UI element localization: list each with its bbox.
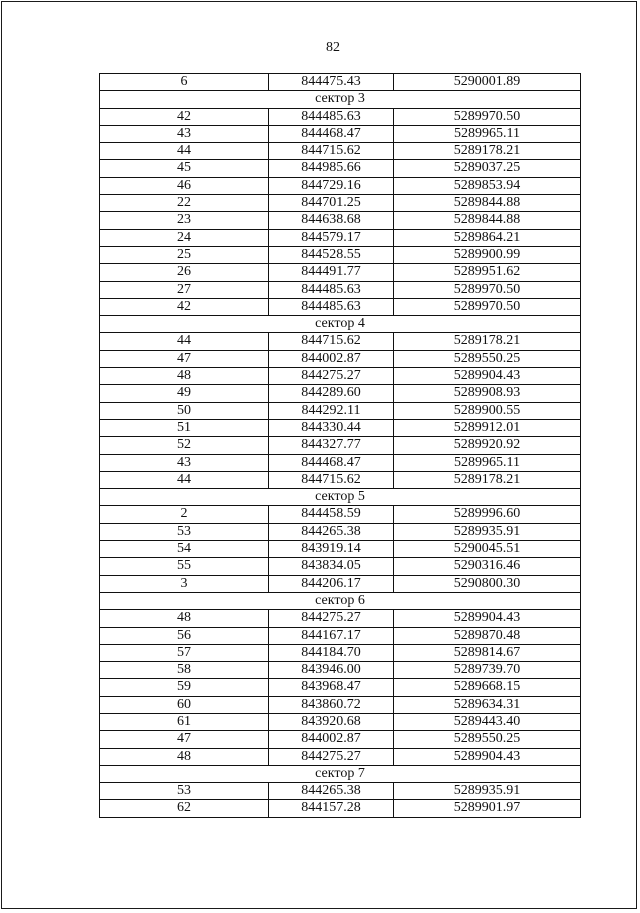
x-coordinate-cell: 844292.11 [269, 403, 394, 419]
x-coordinate-cell: 844701.25 [269, 195, 394, 211]
y-coordinate-cell: 5289853.94 [453, 177, 521, 193]
y-coordinate-cell: 5289935.91 [453, 783, 521, 799]
point-number-cell: 44 [100, 472, 269, 488]
point-number-cell: 6 [100, 74, 269, 90]
y-coordinate-cell: 5289900.55 [453, 402, 521, 418]
x-coordinate-cell: 844729.16 [269, 178, 394, 194]
x-coordinate-cell: 843968.47 [269, 679, 394, 695]
section-label: сектор 5 [315, 489, 365, 505]
point-number-cell: 42 [100, 299, 269, 315]
point-number-cell: 48 [100, 749, 269, 765]
table-row [100, 403, 580, 420]
table-row [100, 628, 580, 645]
y-coordinate-cell: 5289870.48 [453, 627, 521, 643]
table-row [100, 299, 580, 316]
point-number-cell: 55 [100, 558, 269, 574]
point-number-cell: 43 [100, 455, 269, 471]
table-row [100, 455, 580, 472]
point-number-cell: 47 [100, 731, 269, 747]
y-coordinate-cell: 5290316.46 [453, 558, 521, 574]
point-number-cell: 48 [100, 368, 269, 384]
x-coordinate-cell: 844157.28 [269, 800, 394, 816]
table-row [100, 697, 580, 714]
point-number-cell: 52 [100, 437, 269, 453]
table-row [100, 437, 580, 454]
table-row [100, 351, 580, 368]
point-number-cell: 27 [100, 282, 269, 298]
point-number-cell: 46 [100, 178, 269, 194]
y-coordinate-cell: 5289904.43 [453, 368, 521, 384]
x-coordinate-cell: 844275.27 [269, 749, 394, 765]
y-coordinate-cell: 5290001.89 [453, 74, 521, 89]
x-coordinate-cell: 844579.17 [269, 230, 394, 246]
point-number-cell: 2 [100, 506, 269, 522]
table-row [100, 506, 580, 523]
point-number-cell: 44 [100, 143, 269, 159]
y-coordinate-cell: 5289814.67 [453, 644, 521, 660]
x-coordinate-cell: 844485.63 [269, 109, 394, 125]
y-coordinate-cell: 5289739.70 [453, 662, 521, 678]
y-coordinate-cell: 5289900.99 [453, 246, 521, 262]
table-row [100, 662, 580, 679]
x-coordinate-cell: 843946.00 [269, 662, 394, 678]
table-row [100, 385, 580, 402]
y-coordinate-cell: 5289844.88 [453, 212, 521, 228]
y-coordinate-cell: 5289037.25 [453, 160, 521, 176]
point-number-cell: 22 [100, 195, 269, 211]
y-coordinate-cell: 5289550.25 [453, 350, 521, 366]
point-number-cell: 45 [100, 160, 269, 176]
x-coordinate-cell: 844638.68 [269, 212, 394, 228]
x-coordinate-cell: 844985.66 [269, 160, 394, 176]
x-coordinate-cell: 844002.87 [269, 351, 394, 367]
x-coordinate-cell: 844265.38 [269, 783, 394, 799]
y-coordinate-cell: 5289965.11 [454, 125, 520, 141]
y-coordinate-cell: 5289908.93 [453, 385, 521, 401]
x-coordinate-cell: 844167.17 [269, 628, 394, 644]
point-number-cell: 42 [100, 109, 269, 125]
point-number-cell: 3 [100, 576, 269, 592]
x-coordinate-cell: 844715.62 [269, 143, 394, 159]
x-coordinate-cell: 844184.70 [269, 645, 394, 661]
y-coordinate-cell: 5289951.62 [453, 264, 521, 280]
x-coordinate-cell: 844468.47 [269, 455, 394, 471]
y-coordinate-cell: 5289970.50 [453, 108, 521, 124]
y-coordinate-cell: 5289970.50 [453, 281, 521, 297]
section-label: сектор 6 [315, 592, 365, 608]
y-coordinate-cell: 5289996.60 [453, 506, 521, 522]
table-row [100, 212, 580, 229]
point-number-cell: 62 [100, 800, 269, 816]
table-row [100, 74, 580, 91]
point-number-cell: 47 [100, 351, 269, 367]
y-coordinate-cell: 5289970.50 [453, 298, 521, 314]
table-row [100, 783, 580, 800]
x-coordinate-cell: 844485.63 [269, 299, 394, 315]
table-row [100, 195, 580, 212]
table-row [100, 679, 580, 696]
coordinates-table [99, 73, 581, 818]
section-label: сектор 3 [315, 91, 365, 107]
y-coordinate-cell: 5289844.88 [453, 195, 521, 211]
point-number-cell: 60 [100, 697, 269, 713]
x-coordinate-cell: 844330.44 [269, 420, 394, 436]
y-coordinate-cell: 5289864.21 [453, 229, 521, 245]
point-number-cell: 25 [100, 247, 269, 263]
x-coordinate-cell: 844715.62 [269, 472, 394, 488]
table-row [100, 420, 580, 437]
point-number-cell: 58 [100, 662, 269, 678]
x-coordinate-cell: 844715.62 [269, 333, 394, 349]
section-label: сектор 7 [315, 765, 365, 781]
table-row [100, 610, 580, 627]
y-coordinate-cell: 5289178.21 [453, 143, 521, 159]
point-number-cell: 51 [100, 420, 269, 436]
point-number-cell: 50 [100, 403, 269, 419]
point-number-cell: 24 [100, 230, 269, 246]
table-row [100, 731, 580, 748]
x-coordinate-cell: 844528.55 [269, 247, 394, 263]
page-number: 82 [326, 40, 340, 55]
y-coordinate-cell: 5290045.51 [453, 541, 521, 557]
table-row [100, 178, 580, 195]
y-coordinate-cell: 5289904.43 [453, 610, 521, 626]
y-coordinate-cell: 5289550.25 [453, 731, 521, 747]
y-coordinate-cell: 5289443.40 [453, 713, 521, 729]
point-number-cell: 53 [100, 783, 269, 799]
point-number-cell: 61 [100, 714, 269, 730]
y-coordinate-cell: 5289178.21 [453, 471, 521, 487]
y-coordinate-cell: 5289901.97 [453, 800, 521, 816]
point-number-cell: 56 [100, 628, 269, 644]
y-coordinate-cell: 5289920.92 [453, 437, 521, 453]
y-coordinate-cell: 5289904.43 [453, 748, 521, 764]
x-coordinate-cell: 844275.27 [269, 610, 394, 626]
y-coordinate-cell: 5289965.11 [454, 454, 520, 470]
table-row [100, 368, 580, 385]
point-number-cell: 23 [100, 212, 269, 228]
section-header-row [100, 316, 580, 333]
point-number-cell: 48 [100, 610, 269, 626]
x-coordinate-cell: 843860.72 [269, 697, 394, 713]
table-row [100, 264, 580, 281]
point-number-cell: 57 [100, 645, 269, 661]
x-coordinate-cell: 844289.60 [269, 385, 394, 401]
point-number-cell: 26 [100, 264, 269, 280]
x-coordinate-cell: 844458.59 [269, 506, 394, 522]
x-coordinate-cell: 844275.27 [269, 368, 394, 384]
point-number-cell: 49 [100, 385, 269, 401]
table-row [100, 800, 580, 817]
point-number-cell: 59 [100, 679, 269, 695]
point-number-cell: 44 [100, 333, 269, 349]
y-coordinate-cell: 5289935.91 [453, 523, 521, 539]
point-number-cell: 53 [100, 524, 269, 540]
table-row [100, 524, 580, 541]
x-coordinate-cell: 843919.14 [269, 541, 394, 557]
x-coordinate-cell: 844491.77 [269, 264, 394, 280]
x-coordinate-cell: 844206.17 [269, 576, 394, 592]
x-coordinate-cell: 844327.77 [269, 437, 394, 453]
x-coordinate-cell: 844265.38 [269, 524, 394, 540]
table-row [100, 541, 580, 558]
table-row [100, 333, 580, 350]
table-row [100, 109, 580, 126]
x-coordinate-cell: 844468.47 [269, 126, 394, 142]
table-row [100, 576, 580, 593]
table-row [100, 749, 580, 766]
table-row [100, 472, 580, 489]
point-number-cell: 43 [100, 126, 269, 142]
section-label: сектор 4 [315, 316, 365, 332]
table-row [100, 126, 580, 143]
section-header-row [100, 489, 580, 506]
section-header-row [100, 766, 580, 783]
section-header-row [100, 91, 580, 108]
point-number-cell: 54 [100, 541, 269, 557]
table-row [100, 247, 580, 264]
table-row [100, 160, 580, 177]
x-coordinate-cell: 843920.68 [269, 714, 394, 730]
table-row [100, 645, 580, 662]
y-coordinate-cell: 5289178.21 [453, 333, 521, 349]
table-row [100, 143, 580, 160]
y-coordinate-cell: 5289668.15 [453, 679, 521, 695]
x-coordinate-cell: 844475.43 [269, 74, 394, 90]
y-coordinate-cell: 5289912.01 [453, 419, 521, 435]
section-header-row [100, 593, 580, 610]
y-coordinate-cell: 5290800.30 [453, 575, 521, 591]
table-row [100, 282, 580, 299]
table-row [100, 714, 580, 731]
y-coordinate-cell: 5289634.31 [453, 696, 521, 712]
table-row [100, 558, 580, 575]
x-coordinate-cell: 844002.87 [269, 731, 394, 747]
x-coordinate-cell: 844485.63 [269, 282, 394, 298]
x-coordinate-cell: 843834.05 [269, 558, 394, 574]
table-row [100, 230, 580, 247]
